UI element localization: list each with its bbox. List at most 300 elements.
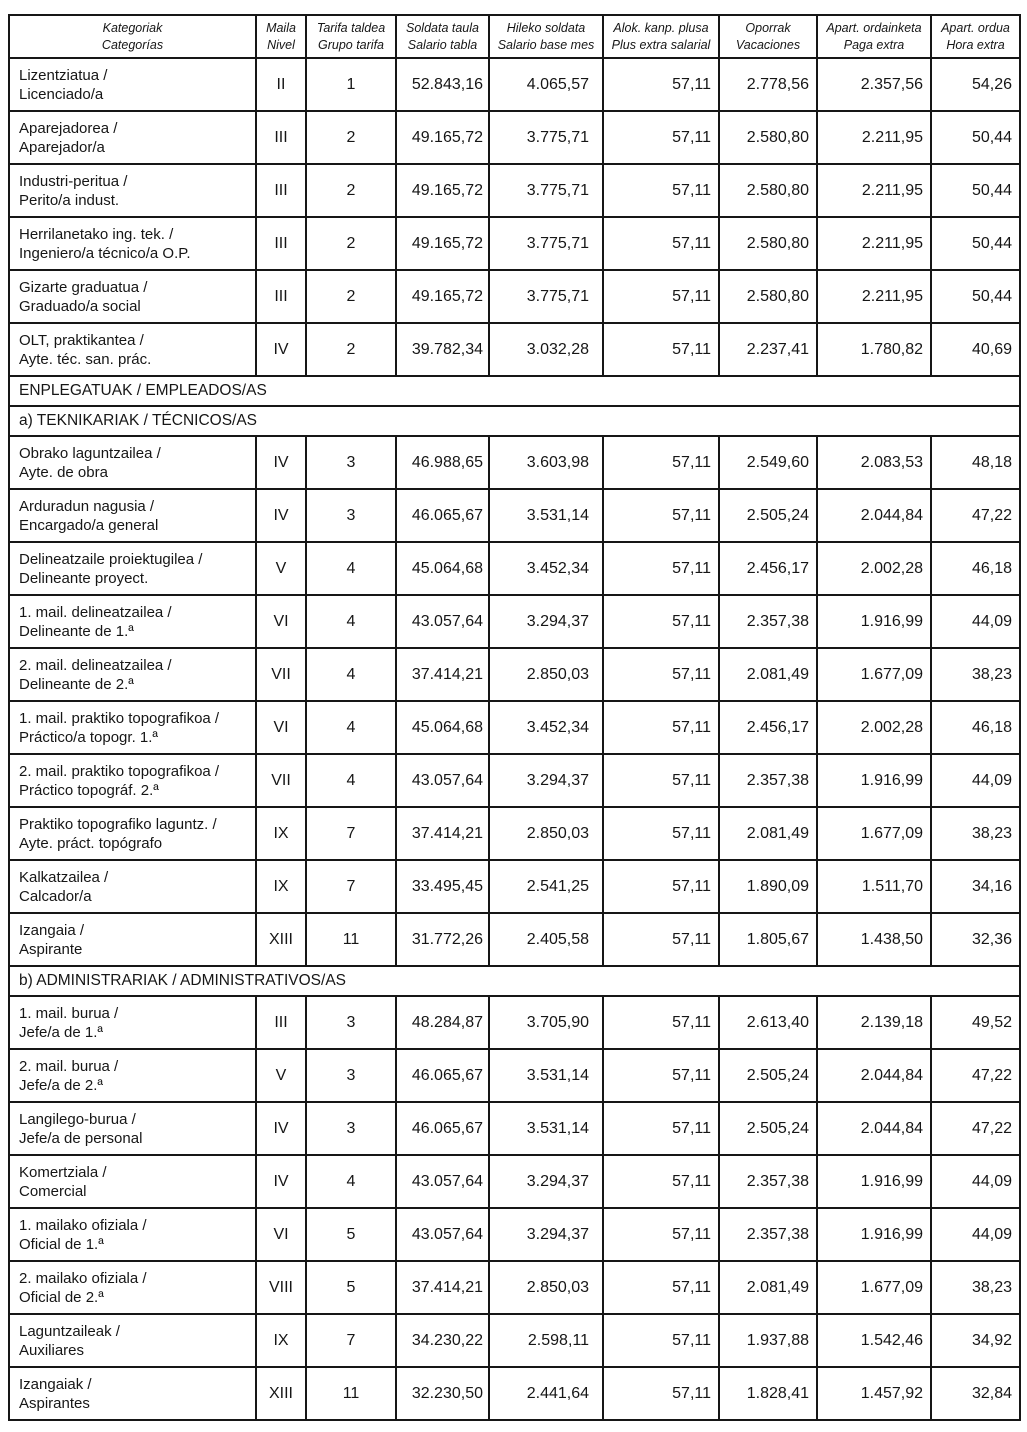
- table-header-row: [9, 15, 1020, 58]
- vacaciones-cell: 2.456,17: [719, 542, 817, 595]
- salario-base-mes-cell: 3.531,14: [489, 489, 603, 542]
- nivel-cell: V: [256, 1049, 306, 1102]
- category-spanish: Jefe/a de 1.ª: [19, 1023, 103, 1041]
- category-spanish: Auxiliares: [19, 1341, 85, 1359]
- category-cell: [9, 913, 256, 966]
- category-basque: Herrilanetako ing. tek. /: [19, 225, 174, 243]
- grupo-tarifa-cell: 11: [306, 913, 396, 966]
- salario-tabla-cell: 37.414,21: [396, 1261, 489, 1314]
- section-header-row: [9, 406, 1020, 436]
- salario-tabla-cell: 34.230,22: [396, 1314, 489, 1367]
- salario-base-mes-cell: 3.032,28: [489, 323, 603, 376]
- category-cell: [9, 323, 256, 376]
- hora-extra-cell: 48,18: [931, 436, 1020, 489]
- col-header-categories-es: Categorías: [101, 37, 164, 52]
- hora-extra-cell: 34,16: [931, 860, 1020, 913]
- plus-extra-salarial-cell: 57,11: [603, 860, 719, 913]
- salario-tabla-cell: 43.057,64: [396, 1208, 489, 1261]
- salario-tabla-cell: 46.065,67: [396, 489, 489, 542]
- category-basque: Praktiko topografiko laguntz. /: [19, 815, 217, 833]
- col-header-salario-tabla: [396, 15, 489, 58]
- paga-extra-cell: 2.211,95: [817, 217, 931, 270]
- section-label: ENPLEGATUAK / EMPLEADOS/AS: [9, 376, 1020, 406]
- category-cell: [9, 860, 256, 913]
- plus-extra-salarial-cell: 57,11: [603, 489, 719, 542]
- table-row: [9, 807, 1020, 860]
- category-cell: [9, 1102, 256, 1155]
- table-row: [9, 1261, 1020, 1314]
- section-header-row: [9, 376, 1020, 406]
- grupo-tarifa-cell: 3: [306, 1049, 396, 1102]
- category-spanish: Ingeniero/a técnico/a O.P.: [19, 244, 191, 262]
- hora-extra-cell: 50,44: [931, 164, 1020, 217]
- grupo-tarifa-cell: 4: [306, 754, 396, 807]
- vacaciones-cell: 2.580,80: [719, 111, 817, 164]
- col-header-hora-extra: [931, 15, 1020, 58]
- category-spanish: Calcador/a: [19, 887, 92, 905]
- category-cell: [9, 164, 256, 217]
- nivel-cell: IX: [256, 1314, 306, 1367]
- salario-base-mes-cell: 3.452,34: [489, 542, 603, 595]
- salario-base-mes-cell: 2.441,64: [489, 1367, 603, 1420]
- category-basque: Izangaiak /: [19, 1375, 92, 1393]
- salario-tabla-cell: 46.065,67: [396, 1102, 489, 1155]
- category-cell: [9, 1261, 256, 1314]
- table-row: [9, 648, 1020, 701]
- hora-extra-cell: 44,09: [931, 1155, 1020, 1208]
- category-basque: Izangaia /: [19, 921, 85, 939]
- salario-tabla-cell: 49.165,72: [396, 111, 489, 164]
- category-spanish: Aspirante: [19, 940, 83, 958]
- category-cell: [9, 807, 256, 860]
- col-header-salario-tabla-es: Salario tabla: [407, 37, 478, 52]
- vacaciones-cell: 2.081,49: [719, 1261, 817, 1314]
- plus-extra-salarial-cell: 57,11: [603, 1314, 719, 1367]
- vacaciones-cell: 2.456,17: [719, 701, 817, 754]
- table-row: [9, 1049, 1020, 1102]
- nivel-cell: IX: [256, 860, 306, 913]
- hora-extra-cell: 47,22: [931, 1049, 1020, 1102]
- category-basque: Gizarte graduatua /: [19, 278, 148, 296]
- category-cell: [9, 436, 256, 489]
- col-header-salario-base-mes-es: Salario base mes: [497, 37, 595, 52]
- grupo-tarifa-cell: 3: [306, 489, 396, 542]
- vacaciones-cell: 1.890,09: [719, 860, 817, 913]
- category-spanish: Oficial de 1.ª: [19, 1235, 104, 1253]
- vacaciones-cell: 1.805,67: [719, 913, 817, 966]
- hora-extra-cell: 32,84: [931, 1367, 1020, 1420]
- col-header-vacaciones-eu: Oporrak: [745, 21, 791, 36]
- salario-tabla-cell: 39.782,34: [396, 323, 489, 376]
- paga-extra-cell: 1.780,82: [817, 323, 931, 376]
- plus-extra-salarial-cell: 57,11: [603, 1049, 719, 1102]
- vacaciones-cell: 2.237,41: [719, 323, 817, 376]
- category-cell: [9, 595, 256, 648]
- category-cell: [9, 1314, 256, 1367]
- hora-extra-cell: 34,92: [931, 1314, 1020, 1367]
- category-spanish: Delineante de 2.ª: [19, 675, 134, 693]
- category-spanish: Graduado/a social: [19, 297, 141, 315]
- salario-tabla-cell: 49.165,72: [396, 217, 489, 270]
- plus-extra-salarial-cell: 57,11: [603, 754, 719, 807]
- category-basque: 1. mail. praktiko topografikoa /: [19, 709, 220, 727]
- category-spanish: Delineante proyect.: [19, 569, 149, 587]
- category-cell: [9, 701, 256, 754]
- category-spanish: Práctico topográf. 2.ª: [19, 781, 159, 799]
- col-header-grupo-tarifa-eu: Tarifa taldea: [316, 21, 386, 36]
- plus-extra-salarial-cell: 57,11: [603, 111, 719, 164]
- plus-extra-salarial-cell: 57,11: [603, 270, 719, 323]
- category-spanish: Práctico/a topogr. 1.ª: [19, 728, 158, 746]
- category-cell: [9, 542, 256, 595]
- category-basque: Industri-peritua /: [19, 172, 128, 190]
- vacaciones-cell: 2.505,24: [719, 1102, 817, 1155]
- table-row: [9, 913, 1020, 966]
- section-header-row: [9, 966, 1020, 996]
- grupo-tarifa-cell: 7: [306, 807, 396, 860]
- nivel-cell: IV: [256, 1155, 306, 1208]
- col-header-nivel-eu: Maila: [266, 21, 296, 36]
- plus-extra-salarial-cell: 57,11: [603, 996, 719, 1049]
- hora-extra-cell: 49,52: [931, 996, 1020, 1049]
- plus-extra-salarial-cell: 57,11: [603, 913, 719, 966]
- plus-extra-salarial-cell: 57,11: [603, 648, 719, 701]
- nivel-cell: III: [256, 111, 306, 164]
- grupo-tarifa-cell: 4: [306, 701, 396, 754]
- paga-extra-cell: 2.211,95: [817, 270, 931, 323]
- salario-tabla-cell: 48.284,87: [396, 996, 489, 1049]
- salario-base-mes-cell: 3.775,71: [489, 217, 603, 270]
- plus-extra-salarial-cell: 57,11: [603, 1155, 719, 1208]
- vacaciones-cell: 2.357,38: [719, 754, 817, 807]
- category-basque: Kalkatzailea /: [19, 868, 109, 886]
- category-basque: Delineatzaile proiektugilea /: [19, 550, 203, 568]
- category-basque: 2. mail. burua /: [19, 1057, 119, 1075]
- category-cell: [9, 754, 256, 807]
- grupo-tarifa-cell: 4: [306, 1155, 396, 1208]
- section-label: a) TEKNIKARIAK / TÉCNICOS/AS: [9, 406, 1020, 436]
- paga-extra-cell: 2.139,18: [817, 996, 931, 1049]
- salario-base-mes-cell: 2.850,03: [489, 1261, 603, 1314]
- salary-table: [8, 14, 1021, 1421]
- salario-tabla-cell: 37.414,21: [396, 807, 489, 860]
- category-cell: [9, 648, 256, 701]
- category-basque: Lizentziatua /: [19, 66, 108, 84]
- category-basque: 2. mailako ofiziala /: [19, 1269, 147, 1287]
- grupo-tarifa-cell: 4: [306, 648, 396, 701]
- table-row: [9, 701, 1020, 754]
- salario-tabla-cell: 43.057,64: [396, 754, 489, 807]
- plus-extra-salarial-cell: 57,11: [603, 1102, 719, 1155]
- col-header-grupo-tarifa: [306, 15, 396, 58]
- category-basque: 1. mailako ofiziala /: [19, 1216, 147, 1234]
- salario-base-mes-cell: 3.705,90: [489, 996, 603, 1049]
- category-basque: Langilego-burua /: [19, 1110, 136, 1128]
- paga-extra-cell: 1.677,09: [817, 1261, 931, 1314]
- col-header-paga-extra-eu: Apart. ordainketa: [826, 21, 922, 36]
- nivel-cell: VII: [256, 648, 306, 701]
- hora-extra-cell: 50,44: [931, 217, 1020, 270]
- salario-tabla-cell: 45.064,68: [396, 701, 489, 754]
- hora-extra-cell: 47,22: [931, 489, 1020, 542]
- table-row: [9, 323, 1020, 376]
- paga-extra-cell: 1.438,50: [817, 913, 931, 966]
- vacaciones-cell: 1.937,88: [719, 1314, 817, 1367]
- salario-tabla-cell: 49.165,72: [396, 164, 489, 217]
- salario-base-mes-cell: 2.850,03: [489, 648, 603, 701]
- category-basque: 2. mail. praktiko topografikoa /: [19, 762, 220, 780]
- vacaciones-cell: 2.081,49: [719, 807, 817, 860]
- paga-extra-cell: 2.357,56: [817, 58, 931, 111]
- table-row: [9, 1102, 1020, 1155]
- vacaciones-cell: 2.580,80: [719, 164, 817, 217]
- salario-tabla-cell: 43.057,64: [396, 595, 489, 648]
- grupo-tarifa-cell: 1: [306, 58, 396, 111]
- plus-extra-salarial-cell: 57,11: [603, 323, 719, 376]
- salario-base-mes-cell: 3.775,71: [489, 111, 603, 164]
- category-spanish: Perito/a indust.: [19, 191, 120, 209]
- plus-extra-salarial-cell: 57,11: [603, 701, 719, 754]
- category-basque: 1. mail. delineatzailea /: [19, 603, 172, 621]
- category-cell: [9, 1208, 256, 1261]
- nivel-cell: VI: [256, 595, 306, 648]
- category-basque: 1. mail. burua /: [19, 1004, 119, 1022]
- category-cell: [9, 1367, 256, 1420]
- vacaciones-cell: 1.828,41: [719, 1367, 817, 1420]
- salario-tabla-cell: 45.064,68: [396, 542, 489, 595]
- plus-extra-salarial-cell: 57,11: [603, 1261, 719, 1314]
- paga-extra-cell: 2.211,95: [817, 111, 931, 164]
- salario-base-mes-cell: 4.065,57: [489, 58, 603, 111]
- table-row: [9, 58, 1020, 111]
- salario-base-mes-cell: 2.850,03: [489, 807, 603, 860]
- paga-extra-cell: 1.916,99: [817, 1155, 931, 1208]
- grupo-tarifa-cell: 5: [306, 1208, 396, 1261]
- table-row: [9, 860, 1020, 913]
- category-spanish: Aparejador/a: [19, 138, 105, 156]
- vacaciones-cell: 2.505,24: [719, 489, 817, 542]
- salario-base-mes-cell: 3.775,71: [489, 270, 603, 323]
- grupo-tarifa-cell: 11: [306, 1367, 396, 1420]
- category-spanish: Ayte. de obra: [19, 463, 108, 481]
- nivel-cell: IX: [256, 807, 306, 860]
- salario-tabla-cell: 43.057,64: [396, 1155, 489, 1208]
- plus-extra-salarial-cell: 57,11: [603, 58, 719, 111]
- nivel-cell: IV: [256, 489, 306, 542]
- hora-extra-cell: 46,18: [931, 542, 1020, 595]
- nivel-cell: IV: [256, 1102, 306, 1155]
- col-header-nivel: [256, 15, 306, 58]
- category-spanish: Ayte. téc. san. prác.: [19, 350, 152, 368]
- salario-tabla-cell: 31.772,26: [396, 913, 489, 966]
- nivel-cell: III: [256, 164, 306, 217]
- paga-extra-cell: 2.044,84: [817, 1102, 931, 1155]
- category-cell: [9, 1155, 256, 1208]
- paga-extra-cell: 2.211,95: [817, 164, 931, 217]
- category-spanish: Delineante de 1.ª: [19, 622, 134, 640]
- vacaciones-cell: 2.580,80: [719, 217, 817, 270]
- grupo-tarifa-cell: 2: [306, 164, 396, 217]
- hora-extra-cell: 50,44: [931, 111, 1020, 164]
- col-header-nivel-es: Nivel: [267, 37, 295, 52]
- salario-tabla-cell: 32.230,50: [396, 1367, 489, 1420]
- salario-tabla-cell: 46.065,67: [396, 1049, 489, 1102]
- grupo-tarifa-cell: 4: [306, 595, 396, 648]
- table-row: [9, 164, 1020, 217]
- plus-extra-salarial-cell: 57,11: [603, 807, 719, 860]
- section-label: b) ADMINISTRARIAK / ADMINISTRATIVOS/AS: [9, 966, 1020, 996]
- category-basque: Aparejadorea /: [19, 119, 118, 137]
- table-row: [9, 542, 1020, 595]
- salario-tabla-cell: 33.495,45: [396, 860, 489, 913]
- table-row: [9, 754, 1020, 807]
- grupo-tarifa-cell: 3: [306, 996, 396, 1049]
- category-cell: [9, 111, 256, 164]
- category-cell: [9, 58, 256, 111]
- table-row: [9, 217, 1020, 270]
- nivel-cell: XIII: [256, 1367, 306, 1420]
- col-header-salario-base-mes-eu: Hileko soldata: [506, 21, 586, 36]
- hora-extra-cell: 54,26: [931, 58, 1020, 111]
- salario-tabla-cell: 37.414,21: [396, 648, 489, 701]
- category-spanish: Aspirantes: [19, 1394, 90, 1412]
- category-cell: [9, 1049, 256, 1102]
- table-row: [9, 1208, 1020, 1261]
- hora-extra-cell: 46,18: [931, 701, 1020, 754]
- table-row: [9, 111, 1020, 164]
- paga-extra-cell: 2.083,53: [817, 436, 931, 489]
- category-basque: Komertziala /: [19, 1163, 107, 1181]
- grupo-tarifa-cell: 3: [306, 1102, 396, 1155]
- table-row: [9, 270, 1020, 323]
- col-header-salario-tabla-eu: Soldata taula: [406, 21, 479, 36]
- category-spanish: Jefe/a de personal: [19, 1129, 143, 1147]
- category-basque: Laguntzaileak /: [19, 1322, 120, 1340]
- plus-extra-salarial-cell: 57,11: [603, 1208, 719, 1261]
- plus-extra-salarial-cell: 57,11: [603, 164, 719, 217]
- table-row: [9, 1367, 1020, 1420]
- paga-extra-cell: 1.916,99: [817, 754, 931, 807]
- col-header-grupo-tarifa-es: Grupo tarifa: [317, 37, 384, 52]
- category-basque: Obrako laguntzailea /: [19, 444, 161, 462]
- paga-extra-cell: 1.916,99: [817, 595, 931, 648]
- paga-extra-cell: 1.677,09: [817, 648, 931, 701]
- vacaciones-cell: 2.613,40: [719, 996, 817, 1049]
- col-header-plus-extra-salarial: [603, 15, 719, 58]
- hora-extra-cell: 40,69: [931, 323, 1020, 376]
- col-header-plus-extra-salarial-eu: Alok. kanp. plusa: [613, 21, 709, 36]
- paga-extra-cell: 1.542,46: [817, 1314, 931, 1367]
- hora-extra-cell: 50,44: [931, 270, 1020, 323]
- grupo-tarifa-cell: 2: [306, 270, 396, 323]
- salario-base-mes-cell: 3.294,37: [489, 1208, 603, 1261]
- vacaciones-cell: 2.357,38: [719, 1155, 817, 1208]
- salario-base-mes-cell: 2.598,11: [489, 1314, 603, 1367]
- paga-extra-cell: 1.916,99: [817, 1208, 931, 1261]
- hora-extra-cell: 38,23: [931, 648, 1020, 701]
- category-spanish: Jefe/a de 2.ª: [19, 1076, 103, 1094]
- hora-extra-cell: 32,36: [931, 913, 1020, 966]
- col-header-vacaciones-es: Vacaciones: [735, 37, 801, 52]
- nivel-cell: III: [256, 217, 306, 270]
- table-row: [9, 595, 1020, 648]
- grupo-tarifa-cell: 3: [306, 436, 396, 489]
- salario-base-mes-cell: 2.405,58: [489, 913, 603, 966]
- salario-tabla-cell: 52.843,16: [396, 58, 489, 111]
- paga-extra-cell: 1.457,92: [817, 1367, 931, 1420]
- vacaciones-cell: 2.357,38: [719, 1208, 817, 1261]
- paga-extra-cell: 2.044,84: [817, 1049, 931, 1102]
- grupo-tarifa-cell: 2: [306, 323, 396, 376]
- nivel-cell: IV: [256, 323, 306, 376]
- hora-extra-cell: 38,23: [931, 1261, 1020, 1314]
- salario-base-mes-cell: 3.775,71: [489, 164, 603, 217]
- vacaciones-cell: 2.580,80: [719, 270, 817, 323]
- salario-base-mes-cell: 3.294,37: [489, 595, 603, 648]
- category-spanish: Comercial: [19, 1182, 87, 1200]
- col-header-plus-extra-salarial-es: Plus extra salarial: [611, 37, 711, 52]
- col-header-vacaciones: [719, 15, 817, 58]
- col-header-hora-extra-es: Hora extra: [946, 37, 1005, 52]
- col-header-salario-base-mes: [489, 15, 603, 58]
- vacaciones-cell: 2.081,49: [719, 648, 817, 701]
- paga-extra-cell: 2.002,28: [817, 542, 931, 595]
- hora-extra-cell: 44,09: [931, 595, 1020, 648]
- table-row: [9, 489, 1020, 542]
- plus-extra-salarial-cell: 57,11: [603, 1367, 719, 1420]
- category-cell: [9, 217, 256, 270]
- paga-extra-cell: 1.511,70: [817, 860, 931, 913]
- salario-tabla-cell: 46.988,65: [396, 436, 489, 489]
- paga-extra-cell: 2.002,28: [817, 701, 931, 754]
- hora-extra-cell: 44,09: [931, 754, 1020, 807]
- category-basque: OLT, praktikantea /: [19, 331, 144, 349]
- salary-table-body: [9, 58, 1020, 1420]
- nivel-cell: III: [256, 270, 306, 323]
- paga-extra-cell: 1.677,09: [817, 807, 931, 860]
- vacaciones-cell: 2.505,24: [719, 1049, 817, 1102]
- category-basque: Arduradun nagusia /: [19, 497, 155, 515]
- salario-base-mes-cell: 3.531,14: [489, 1102, 603, 1155]
- table-row: [9, 1314, 1020, 1367]
- col-header-paga-extra: [817, 15, 931, 58]
- table-row: [9, 996, 1020, 1049]
- category-cell: [9, 996, 256, 1049]
- hora-extra-cell: 38,23: [931, 807, 1020, 860]
- nivel-cell: III: [256, 996, 306, 1049]
- salario-tabla-cell: 49.165,72: [396, 270, 489, 323]
- hora-extra-cell: 47,22: [931, 1102, 1020, 1155]
- category-cell: [9, 270, 256, 323]
- grupo-tarifa-cell: 7: [306, 860, 396, 913]
- vacaciones-cell: 2.357,38: [719, 595, 817, 648]
- category-spanish: Licenciado/a: [19, 85, 104, 103]
- nivel-cell: V: [256, 542, 306, 595]
- nivel-cell: VI: [256, 1208, 306, 1261]
- nivel-cell: VIII: [256, 1261, 306, 1314]
- paga-extra-cell: 2.044,84: [817, 489, 931, 542]
- salario-base-mes-cell: 2.541,25: [489, 860, 603, 913]
- category-cell: [9, 489, 256, 542]
- nivel-cell: XIII: [256, 913, 306, 966]
- nivel-cell: IV: [256, 436, 306, 489]
- col-header-categories: [9, 15, 256, 58]
- salario-base-mes-cell: 3.294,37: [489, 1155, 603, 1208]
- grupo-tarifa-cell: 4: [306, 542, 396, 595]
- vacaciones-cell: 2.549,60: [719, 436, 817, 489]
- grupo-tarifa-cell: 5: [306, 1261, 396, 1314]
- table-row: [9, 436, 1020, 489]
